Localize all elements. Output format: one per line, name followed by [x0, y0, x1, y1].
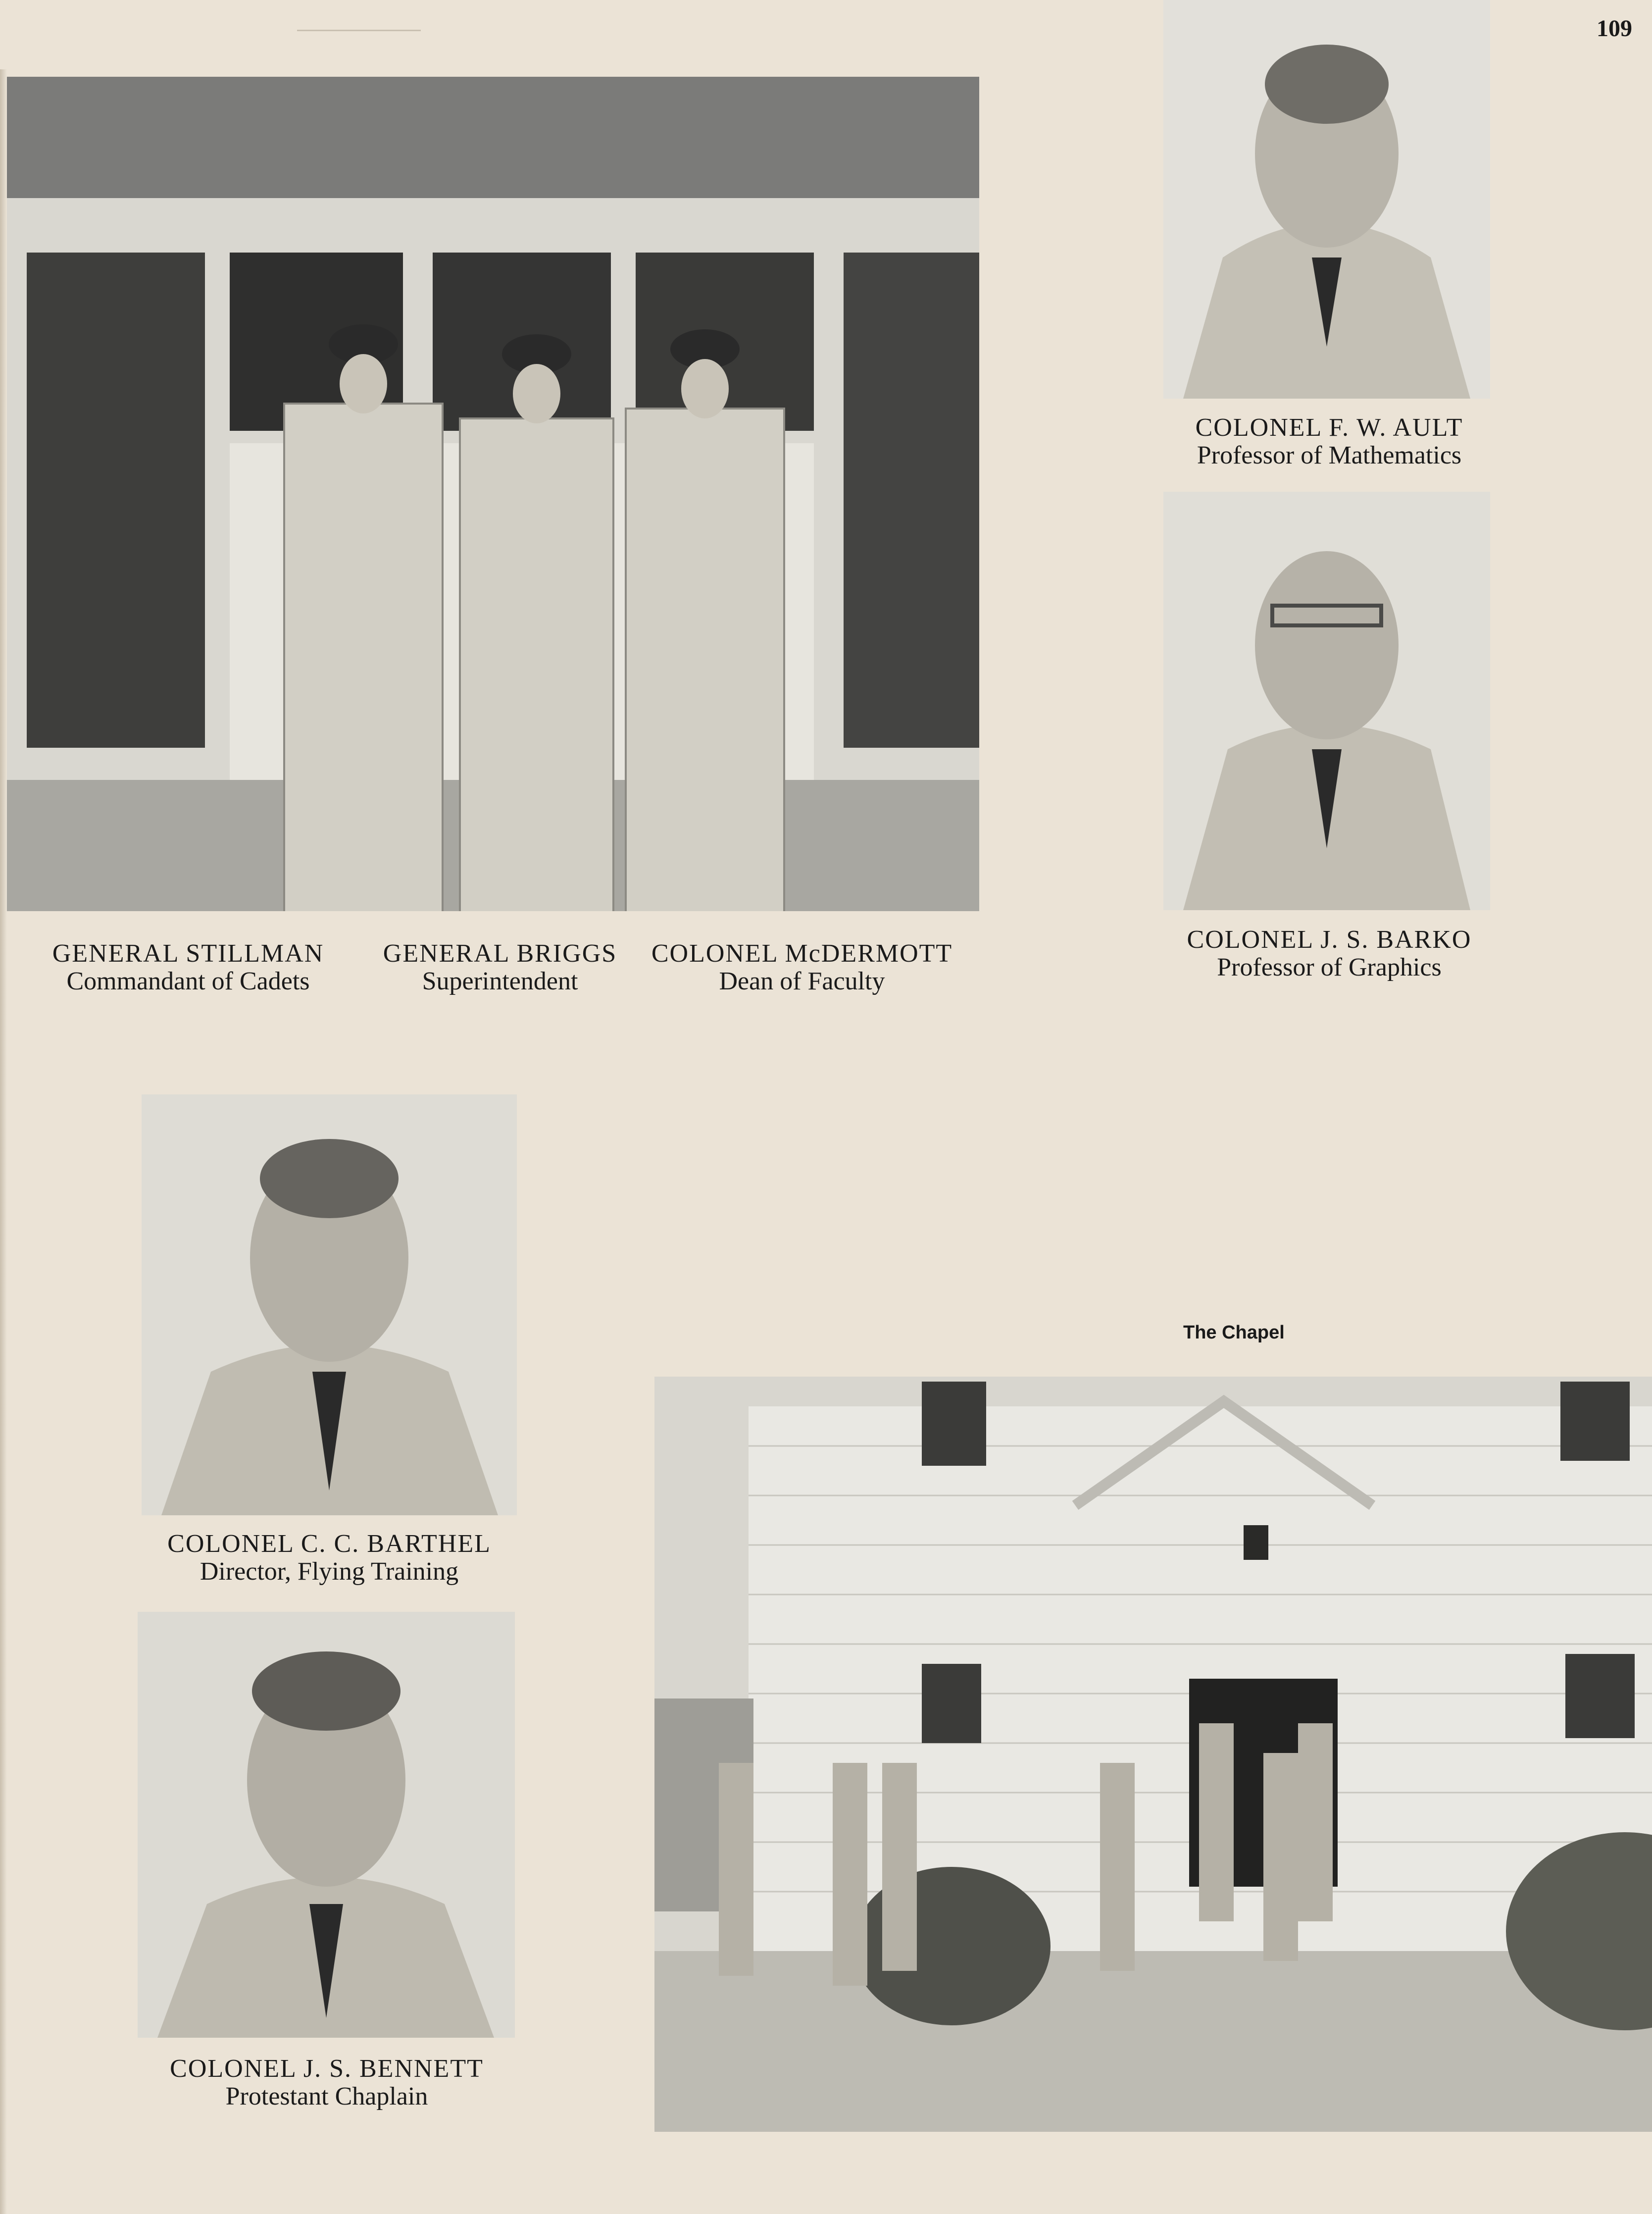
caption-name: COLONEL J. S. BARKO: [1187, 926, 1472, 954]
portrait-ault: [1163, 0, 1490, 399]
caption-mcdermott: [639, 941, 965, 994]
caption-name: COLONEL McDERMOTT: [651, 939, 953, 968]
chapel-label: The Chapel: [1183, 1322, 1285, 1343]
caption-ault: [1144, 415, 1515, 468]
caption-name: COLONEL J. S. BENNETT: [170, 2055, 484, 2083]
page-binding-edge: [0, 69, 7, 2214]
caption-stillman: [20, 941, 356, 994]
caption-name: GENERAL BRIGGS: [383, 939, 617, 968]
caption-title: Professor of Mathematics: [1197, 441, 1462, 469]
group-photo: [7, 77, 979, 911]
portrait-barko: [1163, 492, 1490, 910]
top-rule: [297, 30, 421, 31]
chapel-photo: [654, 1377, 1652, 2132]
caption-barko: [1144, 927, 1515, 980]
caption-name: COLONEL C. C. BARTHEL: [167, 1530, 491, 1558]
caption-title: Professor of Graphics: [1217, 953, 1442, 981]
caption-briggs: [366, 941, 634, 994]
caption-title: Commandant of Cadets: [66, 967, 310, 995]
portrait-bennett: [138, 1612, 515, 2038]
caption-title: Director, Flying Training: [200, 1557, 459, 1586]
page-number: 109: [1597, 15, 1632, 42]
caption-barthel: [119, 1531, 540, 1585]
caption-title: Superintendent: [422, 967, 578, 995]
caption-name: COLONEL F. W. AULT: [1195, 413, 1463, 442]
caption-name: GENERAL STILLMAN: [52, 939, 324, 968]
caption-bennett: [114, 2056, 540, 2110]
portrait-barthel: [142, 1094, 517, 1515]
caption-title: Dean of Faculty: [719, 967, 885, 995]
caption-title: Protestant Chaplain: [225, 2082, 428, 2111]
